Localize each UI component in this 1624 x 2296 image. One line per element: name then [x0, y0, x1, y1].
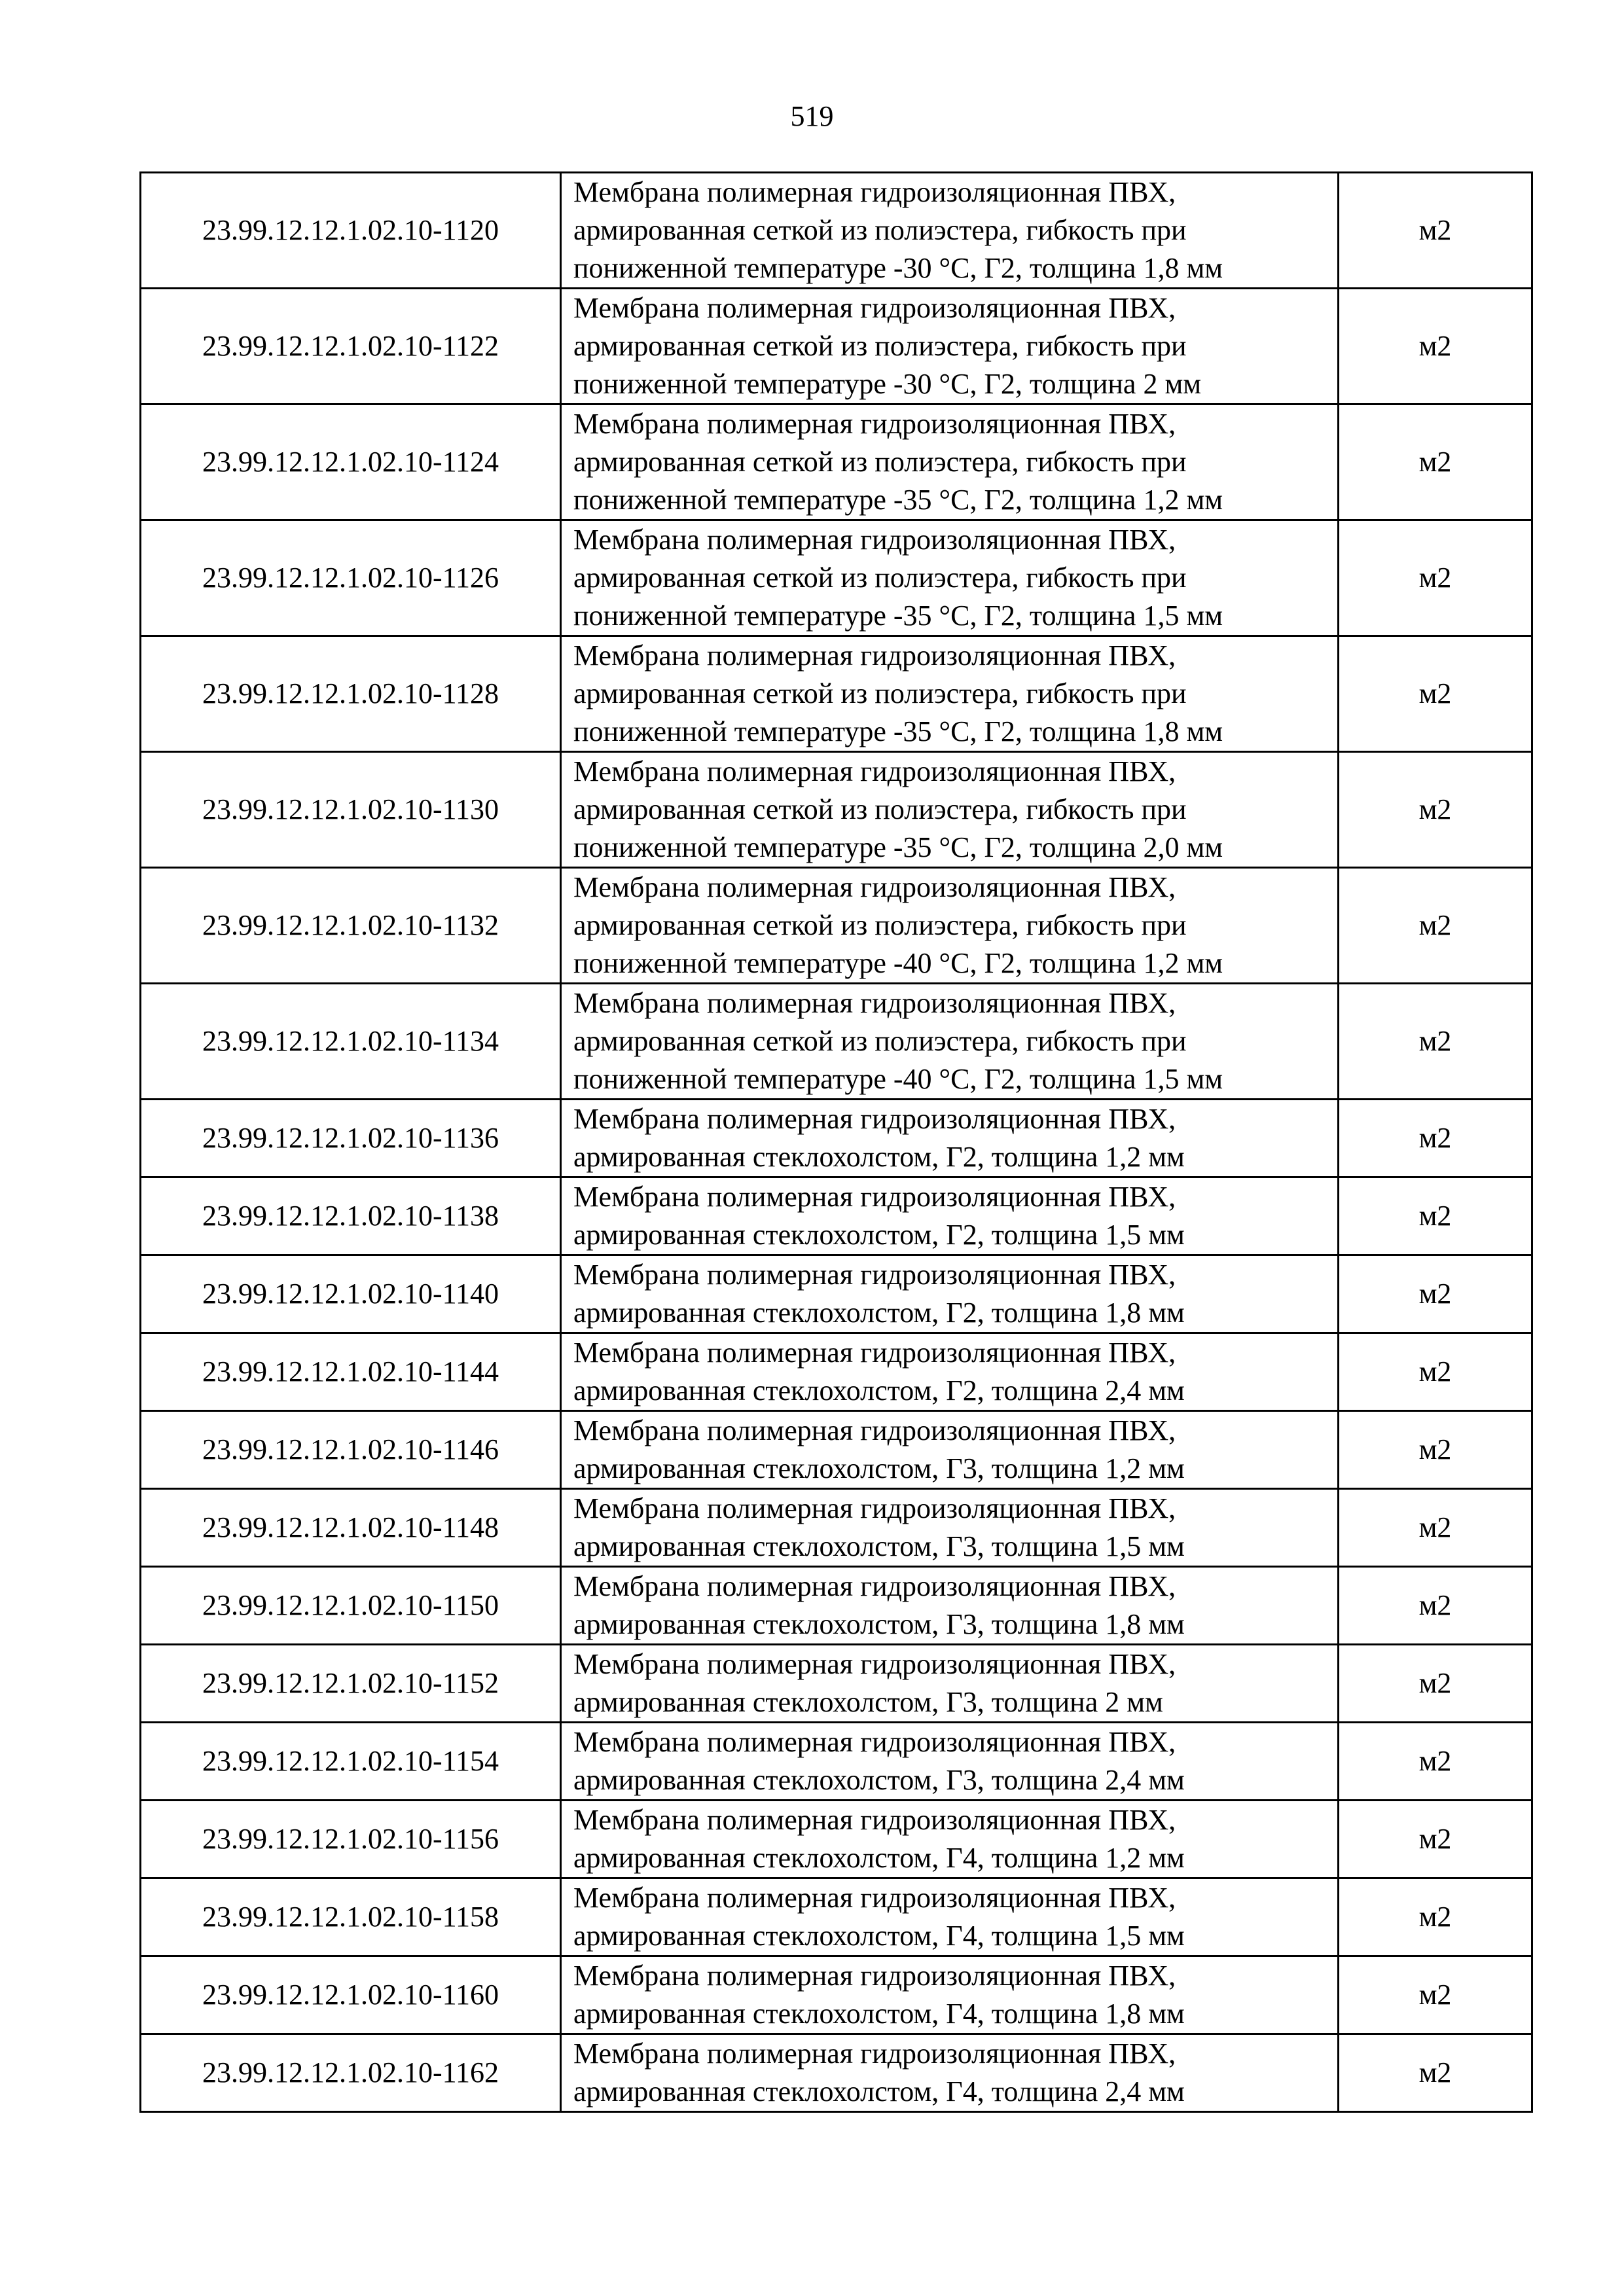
resource-description-cell — [561, 1801, 1339, 1878]
description-line: армированная стеклохолстом, Г3, толщина 2,4 мм — [573, 1764, 1185, 1796]
resource-description-cell — [561, 1255, 1339, 1333]
resource-code-cell: 23.99.12.12.1.02.10-1120 — [141, 173, 561, 289]
resource-description-cell — [561, 868, 1339, 984]
unit-cell: м2 — [1339, 984, 1532, 1100]
unit-cell: м2 — [1339, 1723, 1532, 1801]
description-line: армированная стеклохолстом, Г2, толщина 1,5 мм — [573, 1219, 1185, 1251]
table-row — [141, 2034, 1532, 2112]
description-line: Мембрана полимерная гидроизоляционная ПВХ, — [573, 987, 1176, 1019]
resource-code-cell: 23.99.12.12.1.02.10-1156 — [141, 1801, 561, 1878]
unit-cell: м2 — [1339, 1645, 1532, 1723]
description-line: армированная стеклохолстом, Г3, толщина 1,8 мм — [573, 1608, 1185, 1640]
description-line: армированная стеклохолстом, Г4, толщина 2,4 мм — [573, 2075, 1185, 2108]
resource-code-cell: 23.99.12.12.1.02.10-1150 — [141, 1567, 561, 1645]
table-row — [141, 1489, 1532, 1567]
resource-code-cell: 23.99.12.12.1.02.10-1144 — [141, 1333, 561, 1411]
page-number: 519 — [790, 100, 834, 132]
unit-cell: м2 — [1339, 520, 1532, 636]
description-line: Мембрана полимерная гидроизоляционная ПВХ, — [573, 1103, 1176, 1135]
unit-cell: м2 — [1339, 1255, 1532, 1333]
resource-code-cell: 23.99.12.12.1.02.10-1138 — [141, 1177, 561, 1255]
description-line: Мембрана полимерная гидроизоляционная ПВХ, — [573, 1804, 1176, 1836]
description-line: Мембрана полимерная гидроизоляционная ПВХ, — [573, 1726, 1176, 1758]
description-line: Мембрана полимерная гидроизоляционная ПВХ, — [573, 1882, 1176, 1914]
description-line: армированная сеткой из полиэстера, гибкость при — [573, 446, 1187, 478]
description-line: Мембрана полимерная гидроизоляционная ПВХ, — [573, 524, 1176, 556]
resource-description-cell — [561, 289, 1339, 404]
description-line: пониженной температуре -35 °С, Г2, толщина 2,0 мм — [573, 831, 1223, 863]
table-row — [141, 173, 1532, 289]
description-line: Мембрана полимерная гидроизоляционная ПВХ, — [573, 639, 1176, 672]
resource-code-cell: 23.99.12.12.1.02.10-1162 — [141, 2034, 561, 2112]
resource-description-cell — [561, 1333, 1339, 1411]
resource-code-cell: 23.99.12.12.1.02.10-1134 — [141, 984, 561, 1100]
unit-cell: м2 — [1339, 1956, 1532, 2034]
table-row — [141, 520, 1532, 636]
description-line: армированная сеткой из полиэстера, гибкость при — [573, 562, 1187, 594]
unit-cell: м2 — [1339, 1801, 1532, 1878]
description-line: пониженной температуре -35 °С, Г2, толщина 1,8 мм — [573, 715, 1223, 747]
resource-description-cell — [561, 984, 1339, 1100]
table-row — [141, 1801, 1532, 1878]
unit-cell: м2 — [1339, 404, 1532, 520]
description-line: армированная стеклохолстом, Г4, толщина 1,2 мм — [573, 1842, 1185, 1874]
unit-cell: м2 — [1339, 1177, 1532, 1255]
description-line: армированная стеклохолстом, Г3, толщина 1,2 мм — [573, 1452, 1185, 1484]
unit-cell: м2 — [1339, 2034, 1532, 2112]
resource-description-cell — [561, 1411, 1339, 1489]
table-row — [141, 1723, 1532, 1801]
table-row — [141, 1177, 1532, 1255]
description-line: армированная стеклохолстом, Г3, толщина 1,5 мм — [573, 1530, 1185, 1562]
description-line: армированная сеткой из полиэстера, гибкость при — [573, 793, 1187, 825]
description-line: пониженной температуре -30 °С, Г2, толщина 2 мм — [573, 368, 1202, 400]
table-row — [141, 752, 1532, 868]
description-line: армированная стеклохолстом, Г3, толщина 2 мм — [573, 1686, 1163, 1718]
description-line: армированная стеклохолстом, Г2, толщина 1,2 мм — [573, 1141, 1185, 1173]
resource-description-cell — [561, 1567, 1339, 1645]
resource-code-cell: 23.99.12.12.1.02.10-1154 — [141, 1723, 561, 1801]
table-row — [141, 1567, 1532, 1645]
description-line: армированная сеткой из полиэстера, гибкость при — [573, 330, 1187, 362]
description-line: пониженной температуре -35 °С, Г2, толщина 1,2 мм — [573, 484, 1223, 516]
description-line: Мембрана полимерная гидроизоляционная ПВХ, — [573, 755, 1176, 787]
table-row — [141, 636, 1532, 752]
description-line: Мембрана полимерная гидроизоляционная ПВХ, — [573, 1960, 1176, 1992]
unit-cell: м2 — [1339, 1333, 1532, 1411]
description-line: армированная сеткой из полиэстера, гибкость при — [573, 1025, 1187, 1057]
resource-code-cell: 23.99.12.12.1.02.10-1146 — [141, 1411, 561, 1489]
resource-code-cell: 23.99.12.12.1.02.10-1122 — [141, 289, 561, 404]
resource-code-cell: 23.99.12.12.1.02.10-1158 — [141, 1878, 561, 1956]
description-line: Мембрана полимерная гидроизоляционная ПВХ, — [573, 1414, 1176, 1446]
description-line: Мембрана полимерная гидроизоляционная ПВХ, — [573, 292, 1176, 324]
unit-cell: м2 — [1339, 1567, 1532, 1645]
description-line: армированная стеклохолстом, Г2, толщина 2,4 мм — [573, 1374, 1185, 1407]
unit-cell: м2 — [1339, 289, 1532, 404]
description-line: Мембрана полимерная гидроизоляционная ПВХ, — [573, 1492, 1176, 1524]
description-line: Мембрана полимерная гидроизоляционная ПВХ, — [573, 1259, 1176, 1291]
description-line: армированная сеткой из полиэстера, гибкость при — [573, 677, 1187, 709]
resource-description-cell — [561, 1878, 1339, 1956]
resource-code-cell: 23.99.12.12.1.02.10-1148 — [141, 1489, 561, 1567]
unit-cell: м2 — [1339, 752, 1532, 868]
resource-description-cell — [561, 1177, 1339, 1255]
resource-code-cell: 23.99.12.12.1.02.10-1160 — [141, 1956, 561, 2034]
resource-description-cell — [561, 1956, 1339, 2034]
resource-description-cell — [561, 404, 1339, 520]
unit-cell: м2 — [1339, 173, 1532, 289]
table-row — [141, 404, 1532, 520]
table-row — [141, 868, 1532, 984]
table-row — [141, 1100, 1532, 1177]
description-line: армированная стеклохолстом, Г4, толщина 1,5 мм — [573, 1920, 1185, 1952]
description-line: пониженной температуре -30 °С, Г2, толщина 1,8 мм — [573, 252, 1223, 284]
description-line: Мембрана полимерная гидроизоляционная ПВХ, — [573, 871, 1176, 903]
description-line: армированная стеклохолстом, Г2, толщина 1,8 мм — [573, 1297, 1185, 1329]
resource-description-cell — [561, 1100, 1339, 1177]
description-line: армированная стеклохолстом, Г4, толщина 1,8 мм — [573, 1998, 1185, 2030]
unit-cell: м2 — [1339, 1489, 1532, 1567]
description-line: Мембрана полимерная гидроизоляционная ПВХ, — [573, 176, 1176, 208]
resource-code-cell: 23.99.12.12.1.02.10-1136 — [141, 1100, 561, 1177]
description-line: армированная сеткой из полиэстера, гибкость при — [573, 214, 1187, 246]
unit-cell: м2 — [1339, 1411, 1532, 1489]
unit-cell: м2 — [1339, 636, 1532, 752]
table-row — [141, 1255, 1532, 1333]
description-line: Мембрана полимерная гидроизоляционная ПВХ, — [573, 408, 1176, 440]
description-line: пониженной температуре -35 °С, Г2, толщина 1,5 мм — [573, 600, 1223, 632]
description-line: Мембрана полимерная гидроизоляционная ПВХ, — [573, 1336, 1176, 1369]
table-row — [141, 1333, 1532, 1411]
unit-cell: м2 — [1339, 1878, 1532, 1956]
description-line: Мембрана полимерная гидроизоляционная ПВХ, — [573, 1181, 1176, 1213]
resource-code-cell: 23.99.12.12.1.02.10-1126 — [141, 520, 561, 636]
resource-description-cell — [561, 1723, 1339, 1801]
resource-code-cell: 23.99.12.12.1.02.10-1130 — [141, 752, 561, 868]
description-line: пониженной температуре -40 °С, Г2, толщина 1,5 мм — [573, 1063, 1223, 1095]
table-row — [141, 289, 1532, 404]
resource-description-cell — [561, 520, 1339, 636]
description-line: Мембрана полимерная гидроизоляционная ПВХ, — [573, 1648, 1176, 1680]
resource-description-cell — [561, 2034, 1339, 2112]
description-line: пониженной температуре -40 °С, Г2, толщина 1,2 мм — [573, 947, 1223, 979]
resource-code-cell: 23.99.12.12.1.02.10-1152 — [141, 1645, 561, 1723]
table-row — [141, 1645, 1532, 1723]
resource-code-cell: 23.99.12.12.1.02.10-1132 — [141, 868, 561, 984]
table-row — [141, 1411, 1532, 1489]
resource-code-table — [139, 171, 1533, 2113]
resource-description-cell — [561, 173, 1339, 289]
resource-code-cell: 23.99.12.12.1.02.10-1140 — [141, 1255, 561, 1333]
description-line: Мембрана полимерная гидроизоляционная ПВХ, — [573, 2037, 1176, 2070]
resource-code-cell: 23.99.12.12.1.02.10-1128 — [141, 636, 561, 752]
unit-cell: м2 — [1339, 1100, 1532, 1177]
table-row — [141, 1878, 1532, 1956]
table-body — [141, 173, 1532, 2112]
description-line: армированная сеткой из полиэстера, гибкость при — [573, 909, 1187, 941]
description-line: Мембрана полимерная гидроизоляционная ПВХ, — [573, 1570, 1176, 1602]
table-row — [141, 984, 1532, 1100]
unit-cell: м2 — [1339, 868, 1532, 984]
resource-description-cell — [561, 752, 1339, 868]
resource-description-cell — [561, 1489, 1339, 1567]
resource-code-cell: 23.99.12.12.1.02.10-1124 — [141, 404, 561, 520]
resource-description-cell — [561, 1645, 1339, 1723]
table-row — [141, 1956, 1532, 2034]
resource-description-cell — [561, 636, 1339, 752]
